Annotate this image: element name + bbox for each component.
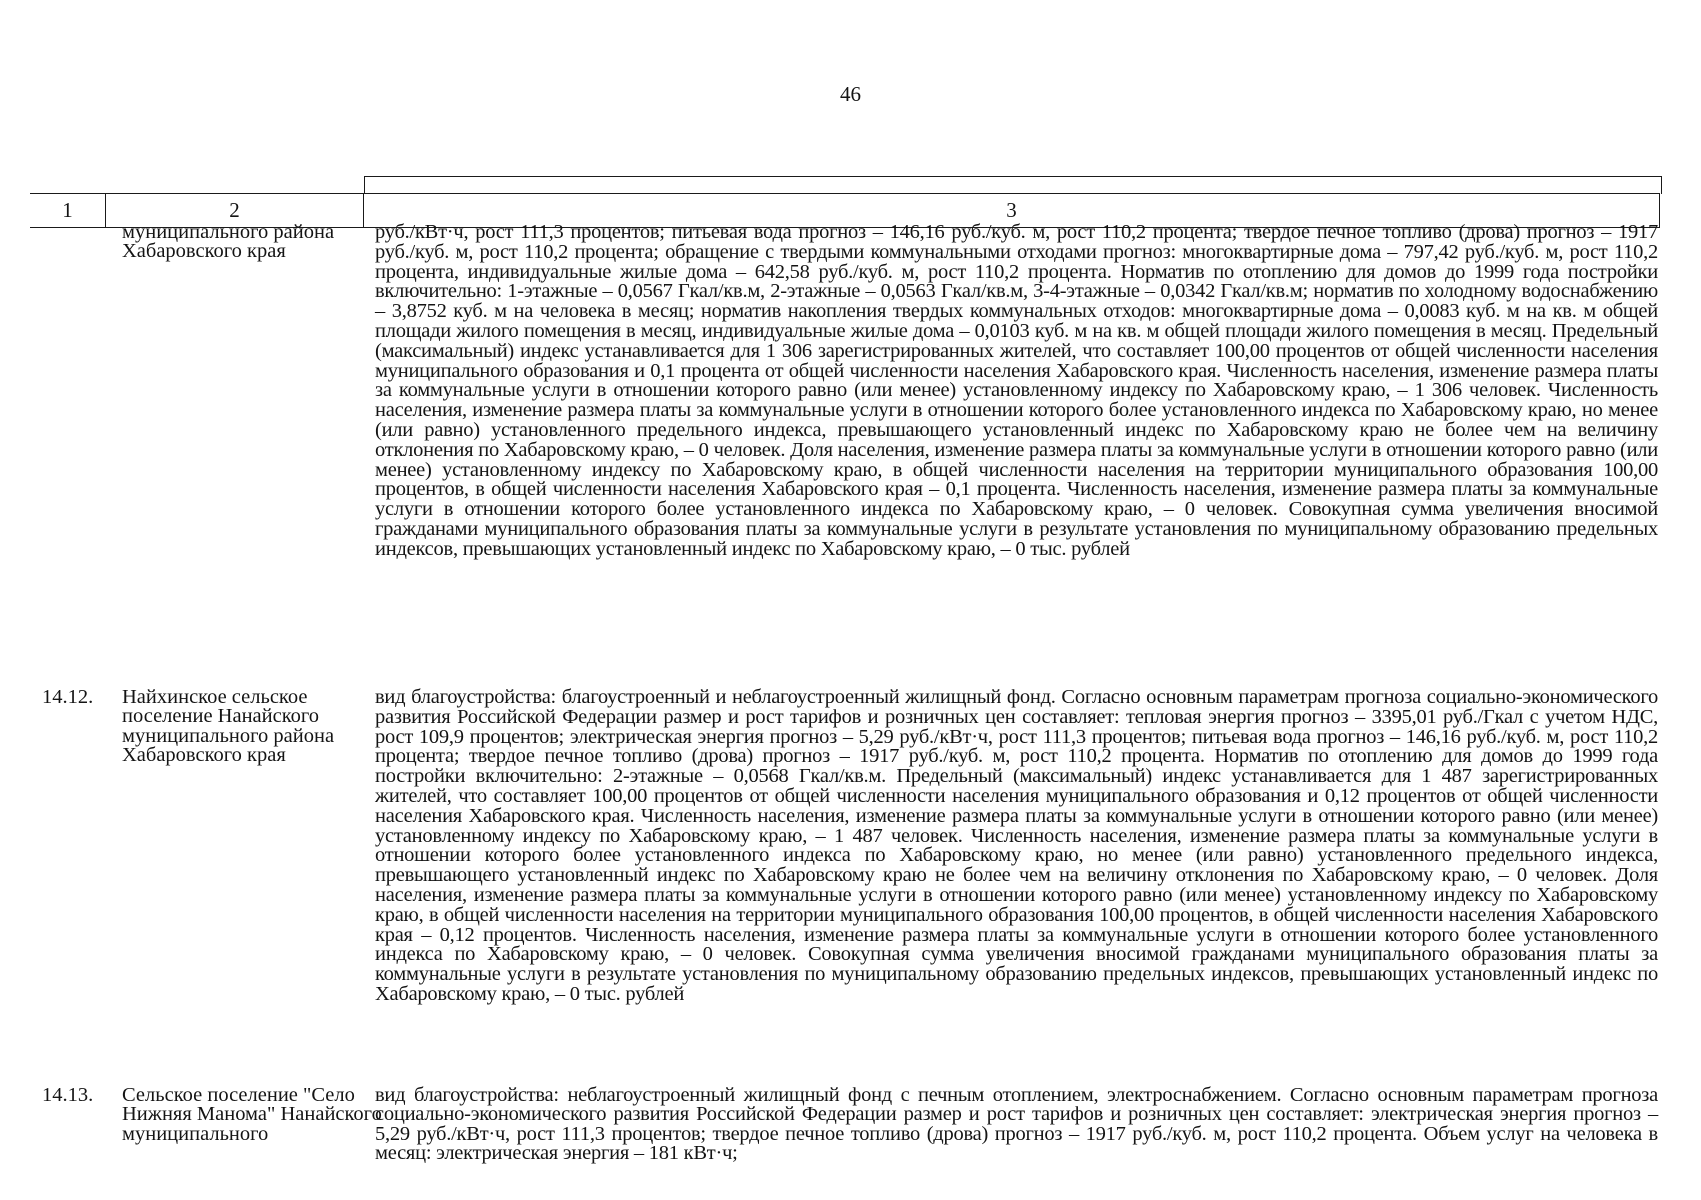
header-col-2: 2 [106,194,364,227]
row-description: руб./кВт·ч, рост 111,3 процентов; питьевая вода прогноз – 146,16 руб./куб. м, рост 110,2 процента; твердое печное топливо (дрова) прогноз – 1917 руб./куб. м, рост 110,2 процента; обращение с твердыми коммунальными отходами прогноз: многоквартирные дома – 797,42 руб./куб. м, рост 110,2 процента, индивидуальные жилые дома – 642,58 руб./куб. м, рост 110,2 процента. Норматив по отоплению для домов до 1999 года постройки включительно: 1-этажные – 0,0567 Гкал/кв.м, 2-этажные – 0,0563 Гкал/кв.м, 3-4-этажные – 0,0342 Гкал/кв.м; норматив по холодному водоснабжению – 3,8752 куб. м на человека в месяц; норматив накопления твердых коммунальных отходов: многоквартирные дома – 0,0083 куб. м на кв. м общей площади жилого помещения в месяц, индивидуальные жилые дома – 0,0103 куб. м на кв. м общей площади жилого помещения в месяц. Предельный (максимальный) индекс устанавливается для 1 306 зарегистрированных жителей, что составляет 100,00 процентов от общей численности населения муниципального образования и 0,1 процента от общей численности населения Хабаровского края. Численность населения, изменение размера платы за коммунальные услуги в отношении которого равно (или менее) установленному индексу по Хабаровскому краю, – 1 306 человек. Численность населения, изменение размера платы за коммунальные услуги в отношении которого более установленного индекса по Хабаровскому краю, но менее (или равно) установленного предельного индекса, превышающего установленный индекс по Хабаровскому краю не более чем на величину отклонения по Хабаровскому краю, – 0 человек. Доля населения, изменение размера платы за коммунальные услуги в отношении которого равно (или менее) установленному индексу по Хабаровскому краю, в общей численности населения на территории муниципального образования 100,00 процентов, в общей численности населения Хабаровского края – 0,1 процента. Численность населения, изменение размера платы за коммунальные услуги в отношении которого более установленного индекса по Хабаровскому краю, – 0 человек. Совокупная сумма увеличения вносимой гражданами муниципального образования платы за коммунальные услуги в результате установления по муниципальному образованию предельных индексов, превышающих установленный индекс по Хабаровскому краю, – 0 тыс. рублей [375,221,1658,560]
municipality-name: муниципального района Хабаровского края [122,221,335,263]
row-description: вид благоустройства: неблагоустроенный жилищный фонд с печным отоплением, электроснабжением. Согласно основным параметрам прогноза социально-экономического развития Российской Федерации размер и рост тарифов и розничных цен составляет: электрическая энергия прогноз – 5,29 руб./кВт·ч, рост 111,3 процентов; твердое печное топливо (дрова) прогноз – 1917 руб./куб. м, рост 110,2 процента. Объем услуг на человека в месяц: электрическая энергия – 181 кВт·ч; [375,1084,1658,1164]
row-description: вид благоустройства: благоустроенный и неблагоустроенный жилищный фонд. Согласно основным параметрам прогноза социально-экономического развития Российской Федерации размер и рост тарифов и розничных цен составляет: тепловая энергия прогноз – 3395,01 руб./Гкал с учетом НДС, рост 109,9 процентов; электрическая энергия прогноз – 5,29 руб./кВт·ч, рост 111,3 процентов; питьевая вода прогноз – 146,16 руб./куб. м, рост 110,2 процента; твердое печное топливо (дрова) прогноз – 1917 руб./куб. м, рост 110,2 процента. Норматив по отоплению для домов до 1999 года постройки включительно: 2-этажные – 0,0568 Гкал/кв.м. Предельный (максимальный) индекс устанавливается для 1 487 зарегистрированных жителей, что составляет 100,00 процентов от общей численности населения муниципального образования и 0,12 процентов от общей численности населения Хабаровского края. Численность населения, изменение размера платы за коммунальные услуги в отношении которого равно (или менее) установленному индексу по Хабаровскому краю, – 1 487 человек. Численность населения, изменение размера платы за коммунальные услуги в отношении которого более установленного индекса по Хабаровскому краю, но менее (или равно) установленного предельного индекса, превышающего установленный индекс по Хабаровскому краю не более чем на величину отклонения по Хабаровскому краю, – 0 человек. Доля населения, изменение размера платы за коммунальные услуги в отношении которого равно (или менее) установленному индексу по Хабаровскому краю, в общей численности населения на территории муниципального образования 100,00 процентов, в общей численности населения Хабаровского края – 0,12 процентов. Численность населения, изменение размера платы за коммунальные услуги в отношении которого более установленного индекса по Хабаровскому краю, – 0 человек. Совокупная сумма увеличения вносимой гражданами муниципального образования платы за коммунальные услуги в результате установления по муниципальному образованию предельных индексов, превышающих установленный индекс по Хабаровскому краю, – 0 тыс. рублей [375,686,1658,1005]
row-number: 14.13. [42,1084,94,1106]
municipality-name: Сельское поселение "Село Нижняя Манома" Нанайского муниципального [122,1084,382,1145]
row-number: 14.12. [42,686,94,708]
header-col-1: 1 [30,194,106,227]
page-number: 46 [840,82,861,106]
municipality-name: Найхинское сельское поселение Нанайского муниципального района Хабаровского края [122,686,335,766]
header-col-3: 3 [364,194,1660,227]
table-top-border [364,176,1662,194]
